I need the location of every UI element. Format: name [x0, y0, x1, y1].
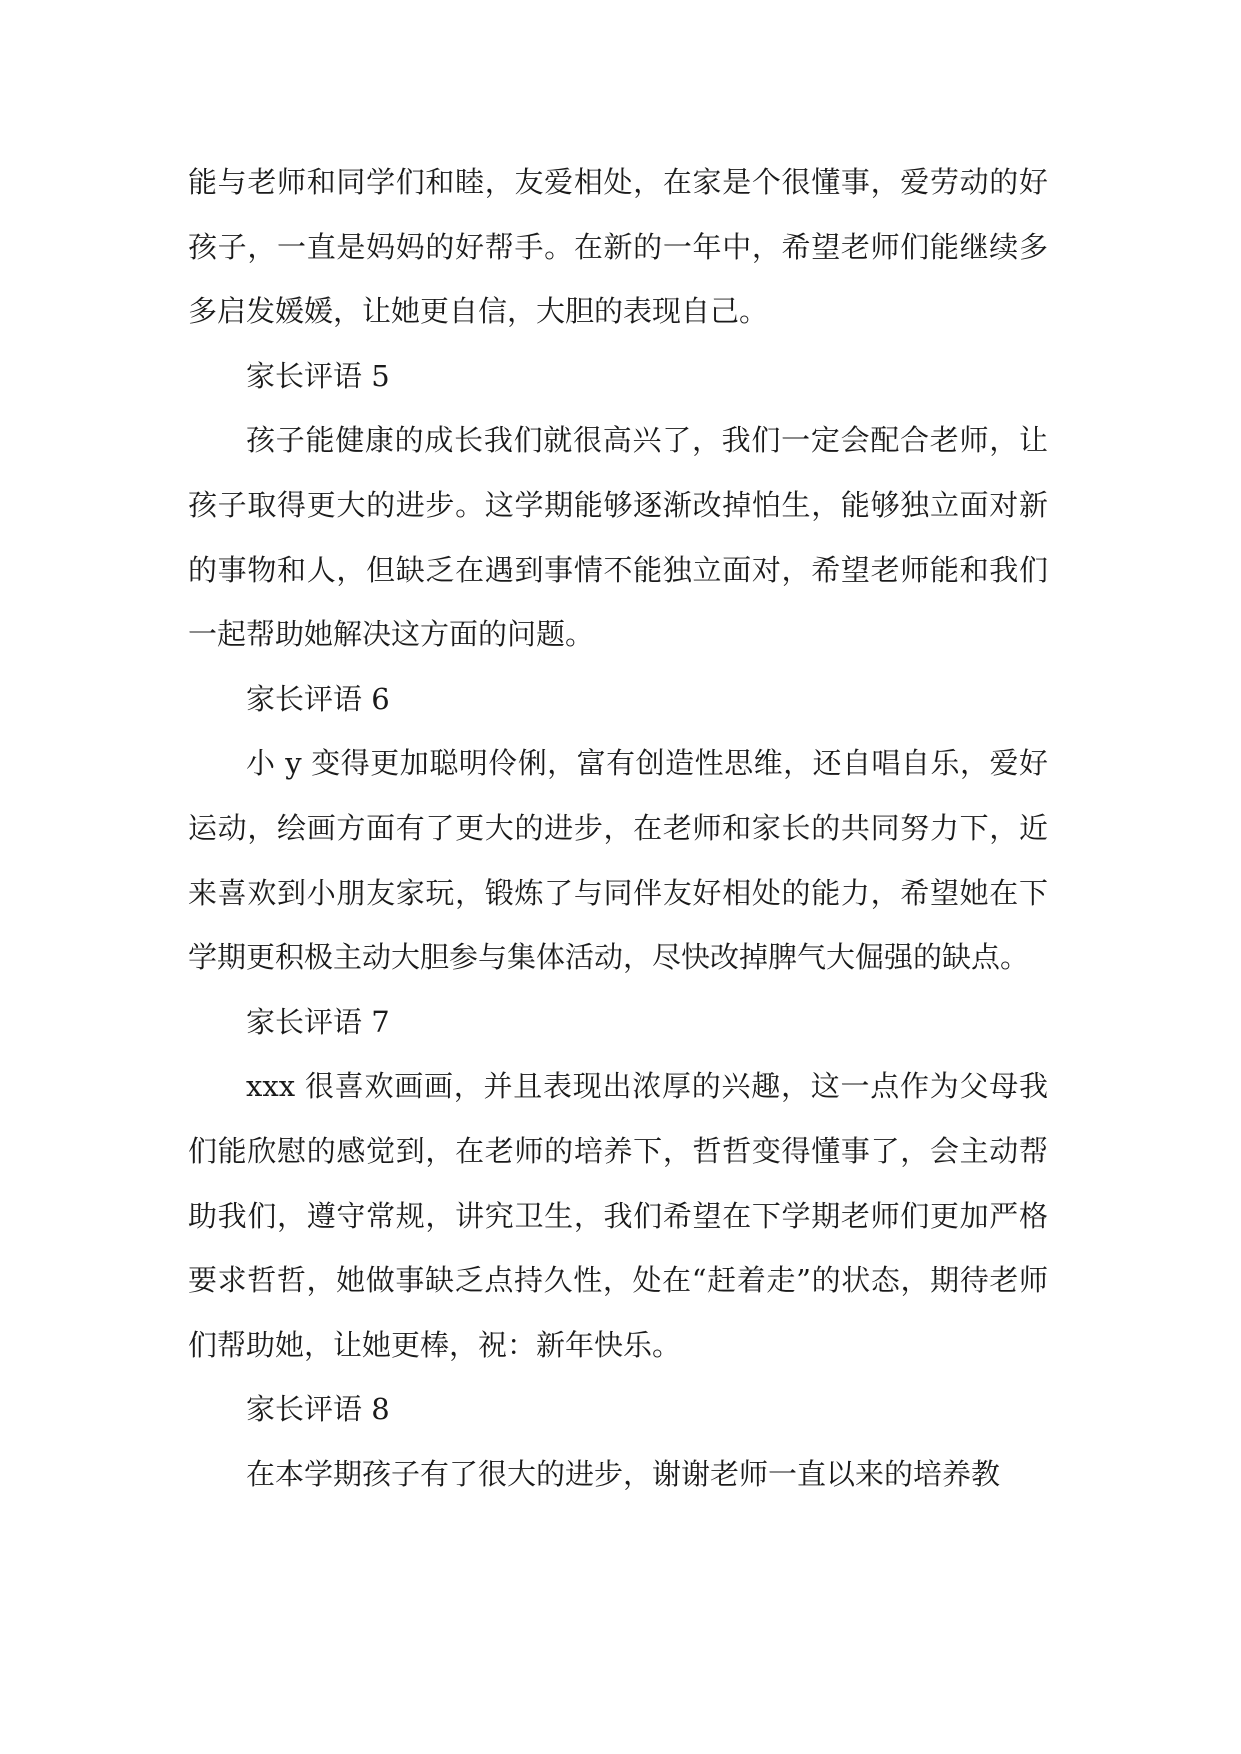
paragraph-comment-7: xxx 很喜欢画画，并且表现出浓厚的兴趣，这一点作为父母我们能欣慰的感觉到，在老师的培养下，哲哲变得懂事了，会主动帮助我们，遵守常规，讲究卫生，我们希望在下学期老师们更加严格要求哲哲，她做事缺乏点持久性，处在“赶着走”的状态，期待老师们帮助她，让她更棒，祝：新年快乐。 — [188, 1069, 1048, 1362]
section-heading-6: 家长评语 6 — [246, 681, 390, 716]
section-heading-8: 家长评语 8 — [246, 1392, 390, 1427]
paragraph-comment-5: 孩子能健康的成长我们就很高兴了，我们一定会配合老师，让孩子取得更大的进步。这学期能够逐渐改掉怕生，能够独立面对新的事物和人，但缺乏在遇到事情不能独立面对，希望老师能和我们一起帮助她解决这方面的问题。 — [188, 423, 1048, 652]
paragraph-comment-8: 在本学期孩子有了很大的进步，谢谢老师一直以来的培养教 — [246, 1456, 1001, 1491]
document-body — [188, 150, 1048, 1506]
paragraph-continued: 能与老师和同学们和睦，友爱相处，在家是个很懂事，爱劳动的好孩子，一直是妈妈的好帮手。在新的一年中，希望老师们能继续多多启发媛媛，让她更自信，大胆的表现自己。 — [188, 165, 1048, 329]
section-heading-7: 家长评语 7 — [246, 1004, 390, 1039]
section-heading-5: 家长评语 5 — [246, 358, 390, 393]
paragraph-comment-6: 小 y 变得更加聪明伶俐，富有创造性思维，还自唱自乐，爱好运动，绘画方面有了更大的进步，在老师和家长的共同努力下，近来喜欢到小朋友家玩，锻炼了与同伴友好相处的能力，希望她在下学期更积极主动大胆参与集体活动，尽快改掉脾气大倔强的缺点。 — [188, 746, 1048, 975]
